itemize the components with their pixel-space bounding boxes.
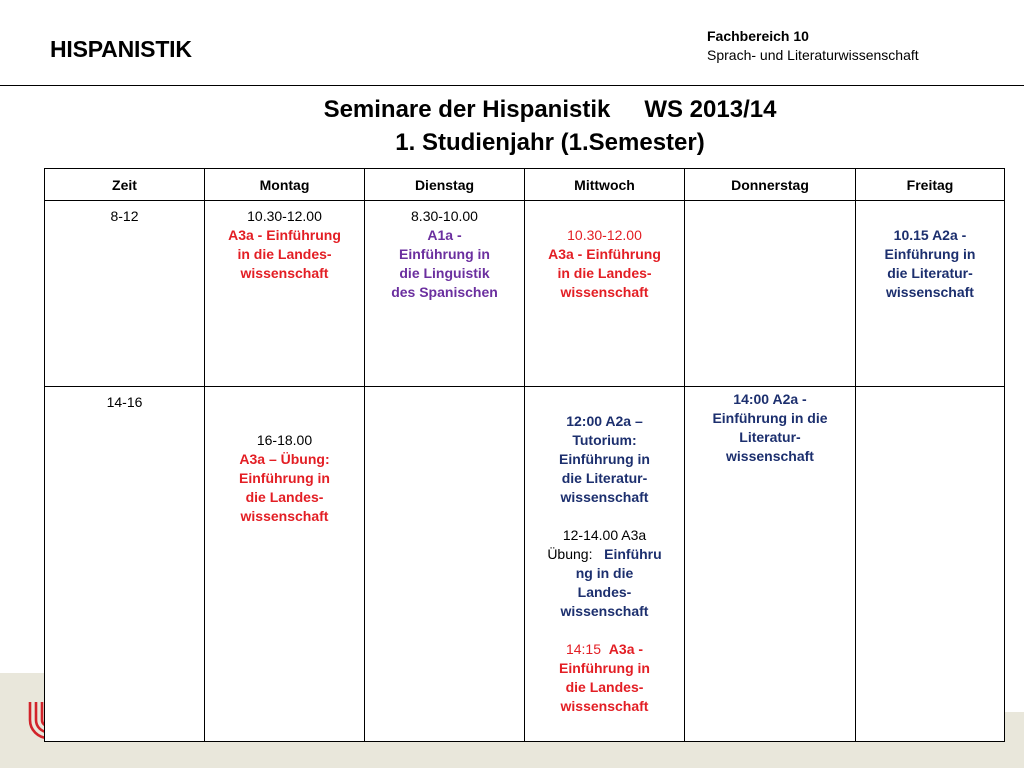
course-cell-donnerstag: 14:00 A2a - Einführung in die Literatur- wissenschaft [685, 387, 856, 742]
header-divider [0, 85, 1024, 86]
page-title [100, 93, 1000, 159]
department-subtitle: Sprach- und Literaturwissenschaft [707, 47, 919, 63]
course-cell-montag: 16-18.00 A3a – Übung: Einführung in die Landes- wissenschaft [205, 387, 365, 742]
course-cell-mittwoch: 12:00 A2a – Tutorium: Einführung in die Literatur- wissenschaft 12-14.00 A3a Übung: Einführu ng in die Landes- wissenschaft 14:15 A3a - Einführung in die Landes- wissenschaft [525, 387, 685, 742]
title-line-2: 1. Studienjahr (1.Semester) [395, 129, 705, 156]
col-header-dienstag: Dienstag [365, 169, 525, 201]
empty-cell-freitag [856, 387, 1005, 742]
schedule-table [44, 168, 1005, 742]
col-header-mittwoch: Mittwoch [525, 169, 685, 201]
title-line-1 [100, 93, 1000, 126]
empty-cell-dienstag [365, 387, 525, 742]
title-seminar: Seminare der Hispanistik [323, 96, 611, 123]
department-name: Fachbereich 10 [707, 28, 809, 44]
col-header-montag: Montag [205, 169, 365, 201]
col-header-donnerstag: Donnerstag [685, 169, 856, 201]
department-info [707, 27, 919, 65]
time-slot-cell: 14-16 [45, 387, 205, 742]
table-header-row [45, 169, 1005, 201]
table-row [45, 201, 1005, 387]
course-cell-dienstag: 8.30-10.00 A1a - Einführung in die Linguistik des Spanischen [365, 201, 525, 387]
course-cell-freitag: 10.15 A2a - Einführung in die Literatur- wissenschaft [856, 201, 1005, 387]
empty-cell-donnerstag [685, 201, 856, 387]
course-cell-mittwoch: 10.30-12.00 A3a - Einführung in die Landes- wissenschaft [525, 201, 685, 387]
time-slot-cell: 8-12 [45, 201, 205, 387]
title-semester: WS 2013/14 [644, 96, 777, 123]
col-header-zeit: Zeit [45, 169, 205, 201]
table-row [45, 387, 1005, 742]
header-title: HISPANISTIK [50, 36, 192, 62]
col-header-freitag: Freitag [856, 169, 1005, 201]
course-cell-montag: 10.30-12.00 A3a - Einführung in die Landes- wissenschaft [205, 201, 365, 387]
